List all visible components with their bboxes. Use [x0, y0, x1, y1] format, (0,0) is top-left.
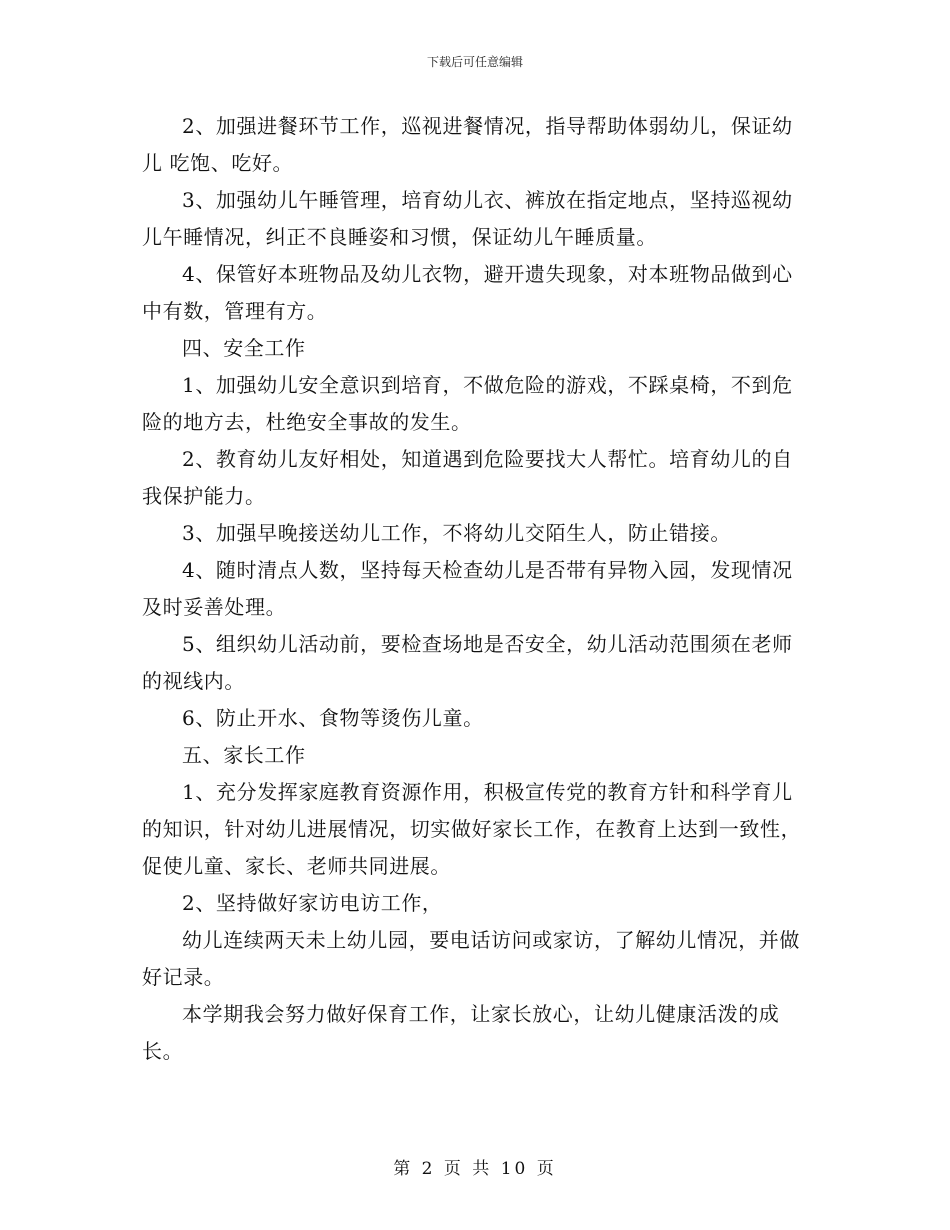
paragraph: 幼儿连续两天未上幼儿园，要电话访问或家访，了解幼儿情况，并做好记录。	[142, 928, 800, 989]
paragraph: 3、加强幼儿午睡管理，培育幼儿衣、裤放在指定地点，坚持巡视幼儿午睡情况，纠正不良睡姿和习惯，保证幼儿午睡质量。	[142, 188, 793, 249]
paragraph: 2、教育幼儿友好相处，知道遇到危险要找大人帮忙。培育幼儿的自我保护能力。	[142, 447, 793, 508]
paragraph: 1、充分发挥家庭教育资源作用，积极宣传党的教育方针和科学育儿的知识，针对幼儿进展情况，切实做好家长工作，在教育上达到一致性，促使儿童、家长、老师共同进展。	[142, 780, 802, 878]
page-footer: 第 2 页 共 10 页	[393, 1159, 557, 1179]
paragraph: 4、保管好本班物品及幼儿衣物，避开遗失现象，对本班物品做到心中有数，管理有方。	[142, 262, 793, 323]
paragraph: 4、随时清点人数，坚持每天检查幼儿是否带有异物入园，发现情况及时妥善处理。	[142, 558, 793, 619]
paragraph: 1、加强幼儿安全意识到培育，不做危险的游戏，不踩桌椅，不到危险的地方去，杜绝安全事故的发生。	[142, 373, 793, 434]
section-heading: 五、家长工作	[182, 743, 306, 767]
paragraph: 2、加强进餐环节工作，巡视进餐情况，指导帮助体弱幼儿，保证幼儿 吃饱、吃好。	[142, 114, 793, 175]
paragraph: 3、加强早晚接送幼儿工作，不将幼儿交陌生人，防止错接。	[182, 521, 731, 545]
paragraph: 5、组织幼儿活动前，要检查场地是否安全，幼儿活动范围须在老师的视线内。	[142, 632, 793, 693]
section-heading: 四、安全工作	[182, 336, 306, 360]
page-header: 下载后可任意编辑	[426, 55, 523, 69]
document-body	[142, 108, 810, 1070]
paragraph: 6、防止开水、食物等烫伤儿童。	[182, 706, 484, 730]
paragraph: 本学期我会努力做好保育工作，让家长放心，让幼儿健康活泼的成长。	[142, 1002, 780, 1063]
paragraph: 2、坚持做好家访电访工作，	[182, 891, 443, 915]
